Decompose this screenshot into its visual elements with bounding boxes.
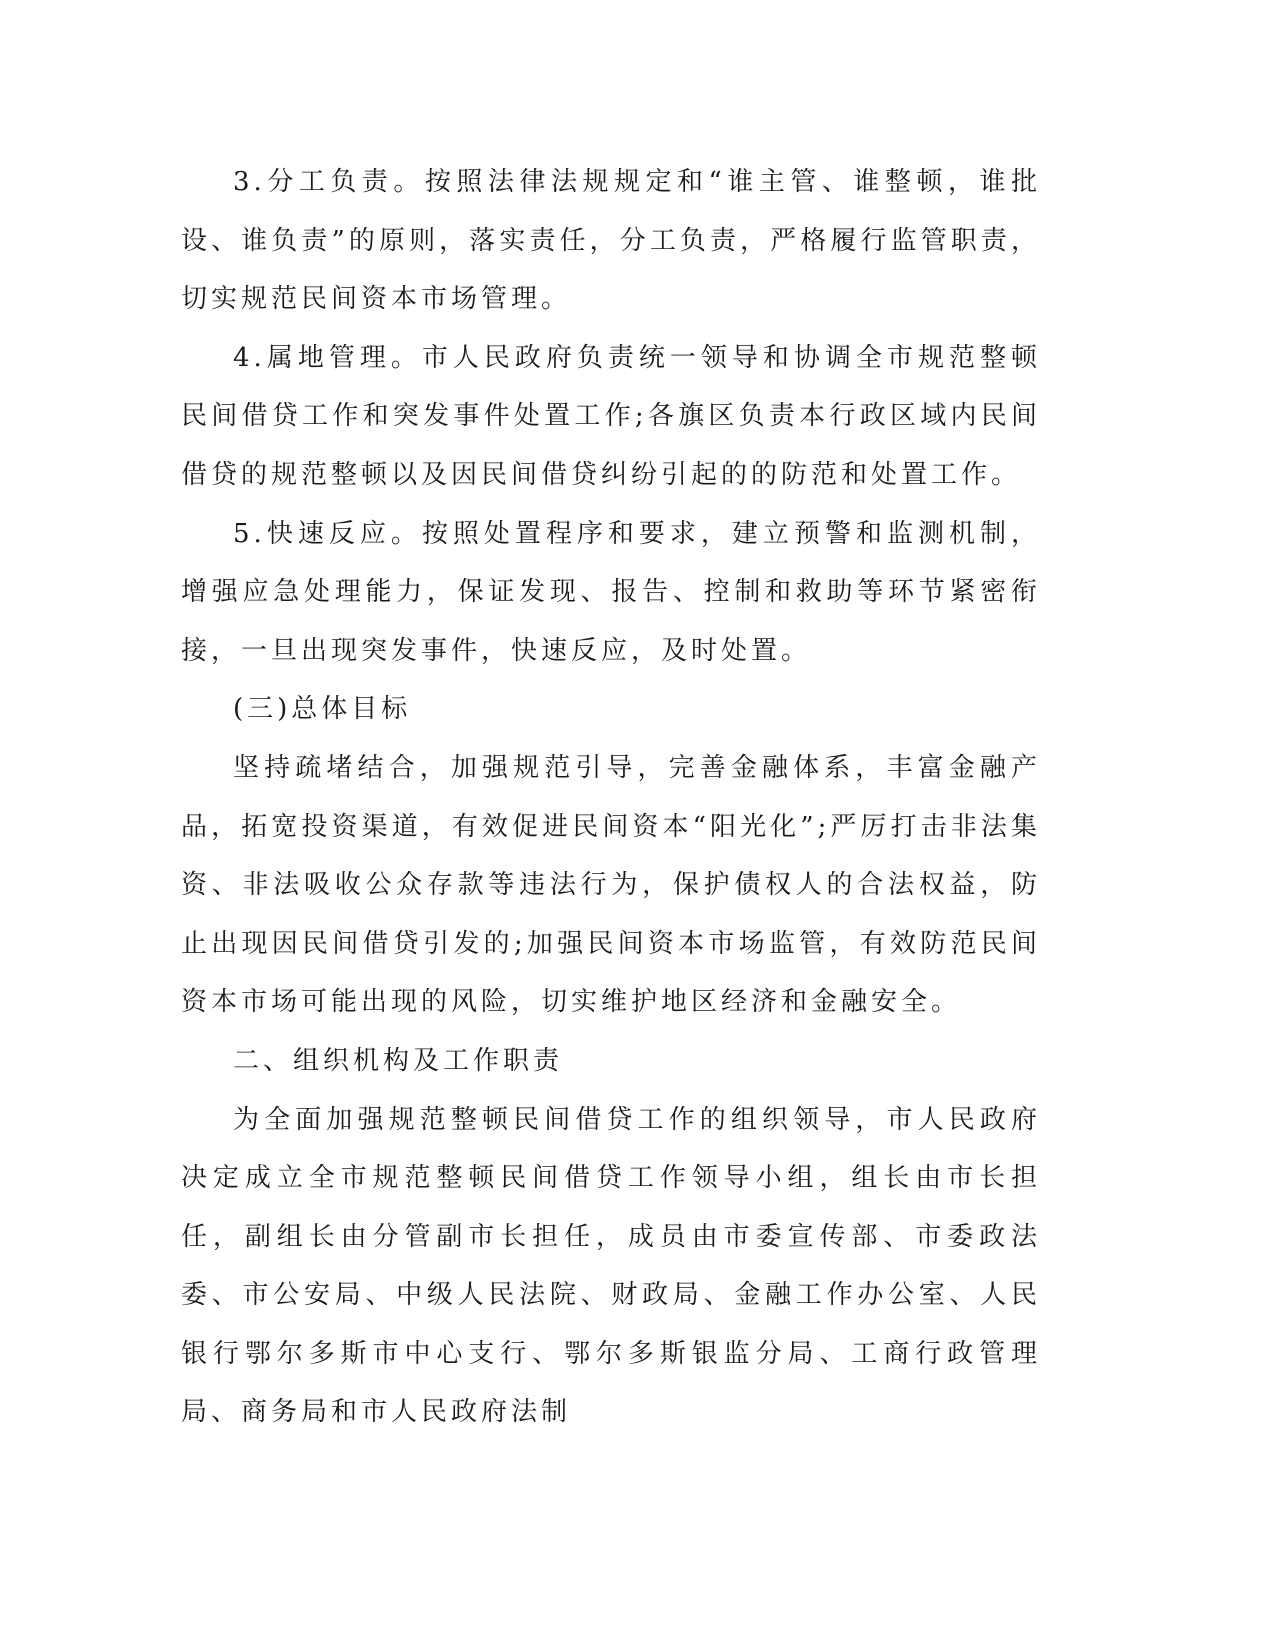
paragraph-division-of-responsibility: 3.分工负责。按照法律法规规定和“谁主管、谁整顿，谁批设、谁负责”的原则，落实责任，分工负责，严格履行监管职责，切实规范民间资本市场管理。 — [181, 167, 1041, 315]
document-body — [181, 153, 1041, 1442]
section-heading-organization: 二、组织机构及工作职责 — [233, 1045, 564, 1076]
paragraph-territorial-management: 4.属地管理。市人民政府负责统一领导和协调全市规范整顿民间借贷工作和突发事件处置工作;各旗区负责本行政区域内民间借贷的规范整顿以及因民间借贷纠纷引起的的防范和处置工作。 — [181, 342, 1041, 490]
paragraph-rapid-response: 5.快速反应。按照处置程序和要求，建立预警和监测机制，增强应急处理能力，保证发现、报告、控制和救助等环节紧密衔接，一旦出现突发事件，快速反应，及时处置。 — [181, 518, 1041, 666]
paragraph-organization: 为全面加强规范整顿民间借贷工作的组织领导，市人民政府决定成立全市规范整顿民间借贷工作领导小组，组长由市长担任，副组长由分管副市长担任，成员由市委宣传部、市委政法委、市公安局、中级人民法院、财政局、金融工作办公室、人民银行鄂尔多斯市中心支行、鄂尔多斯银监分局、工商行政管理局、商务局和市人民政府法制 — [181, 1104, 1041, 1428]
paragraph-overall-goals: 坚持疏堵结合，加强规范引导，完善金融体系，丰富金融产品，拓宽投资渠道，有效促进民间资本“阳光化”;严厉打击非法集资、非法吸收公众存款等违法行为，保护债权人的合法权益，防止出现因民间借贷引发的;加强民间资本市场监管，有效防范民间资本市场可能出现的风险，切实维护地区经济和金融安全。 — [181, 752, 1041, 1018]
section-heading-overall-goals: (三)总体目标 — [233, 694, 412, 725]
